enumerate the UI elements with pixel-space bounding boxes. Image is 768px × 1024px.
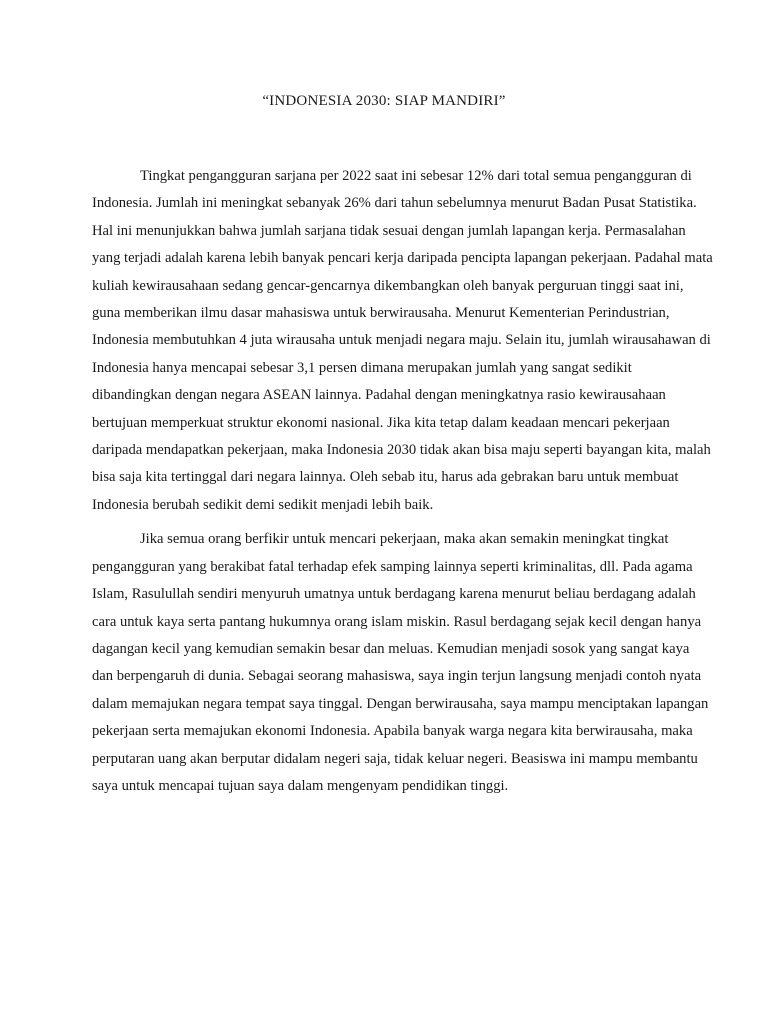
paragraph-1: Tingkat pengangguran sarjana per 2022 saat ini sebesar 12% dari total semua pengangguran di Indonesia. Jumlah ini meningkat sebanyak 26% dari tahun sebelumnya menurut Badan Pusat Statistika. Hal ini menunjukkan bahwa jumlah sarjana tidak sesuai dengan jumlah lapangan kerja. Permasalahan yang terjadi adalah karena lebih banyak pencari kerja daripada pencipta lapangan pekerjaan. Padahal mata kuliah kewirausahaan sedang gencar-gencarnya dikembangkan oleh banyak perguruan tinggi saat ini, guna memberikan ilmu dasar mahasiswa untuk berwirausaha. Menurut Kementerian Perindustrian, Indonesia membutuhkan 4 juta wirausaha untuk menjadi negara maju. Selain itu, jumlah wirausahawan di Indonesia hanya mencapai sebesar 3,1 persen dimana merupakan jumlah yang sangat sedikit dibandingkan dengan negara ASEAN lainnya. Padahal dengan meningkatnya rasio kewirausahaan bertujuan memperkuat struktur ekonomi nasional. Jika kita tetap dalam keadaan mencari pekerjaan daripada mendapatkan pekerjaan, maka Indonesia 2030 tidak akan bisa maju seperti bayangan kita, malah bisa saja kita tertinggal dari negara lainnya. Oleh sebab itu, harus ada gebrakan baru untuk membuat Indonesia berubah sedikit demi sedikit menjadi lebih baik. bbox=[92, 168, 713, 513]
document-title: “INDONESIA 2030: SIAP MANDIRI” bbox=[262, 93, 506, 109]
document-body bbox=[92, 163, 714, 800]
paragraph-2: Jika semua orang berfikir untuk mencari pekerjaan, maka akan semakin meningkat tingkat pengangguran yang berakibat fatal terhadap efek samping lainnya seperti kriminalitas, dll. Pada agama Islam, Rasulullah sendiri menyuruh umatnya untuk berdagang karena menurut beliau berdagang adalah cara untuk kaya serta pantang hukumnya orang islam miskin. Rasul berdagang sejak kecil dengan hanya dagangan kecil yang kemudian semakin besar dan meluas. Kemudian menjadi sosok yang sangat kaya dan berpengaruh di dunia. Sebagai seorang mahasiswa, saya ingin terjun langsung menjadi contoh nyata dalam memajukan negara tempat saya tinggal. Dengan berwirausaha, saya mampu menciptakan lapangan pekerjaan serta memajukan ekonomi Indonesia. Apabila banyak warga negara kita berwirausaha, maka perputaran uang akan berputar didalam negeri saja, tidak keluar negeri. Beasiswa ini mampu membantu saya untuk mencapai tujuan saya dalam mengenyam pendidikan tinggi. bbox=[92, 531, 709, 794]
